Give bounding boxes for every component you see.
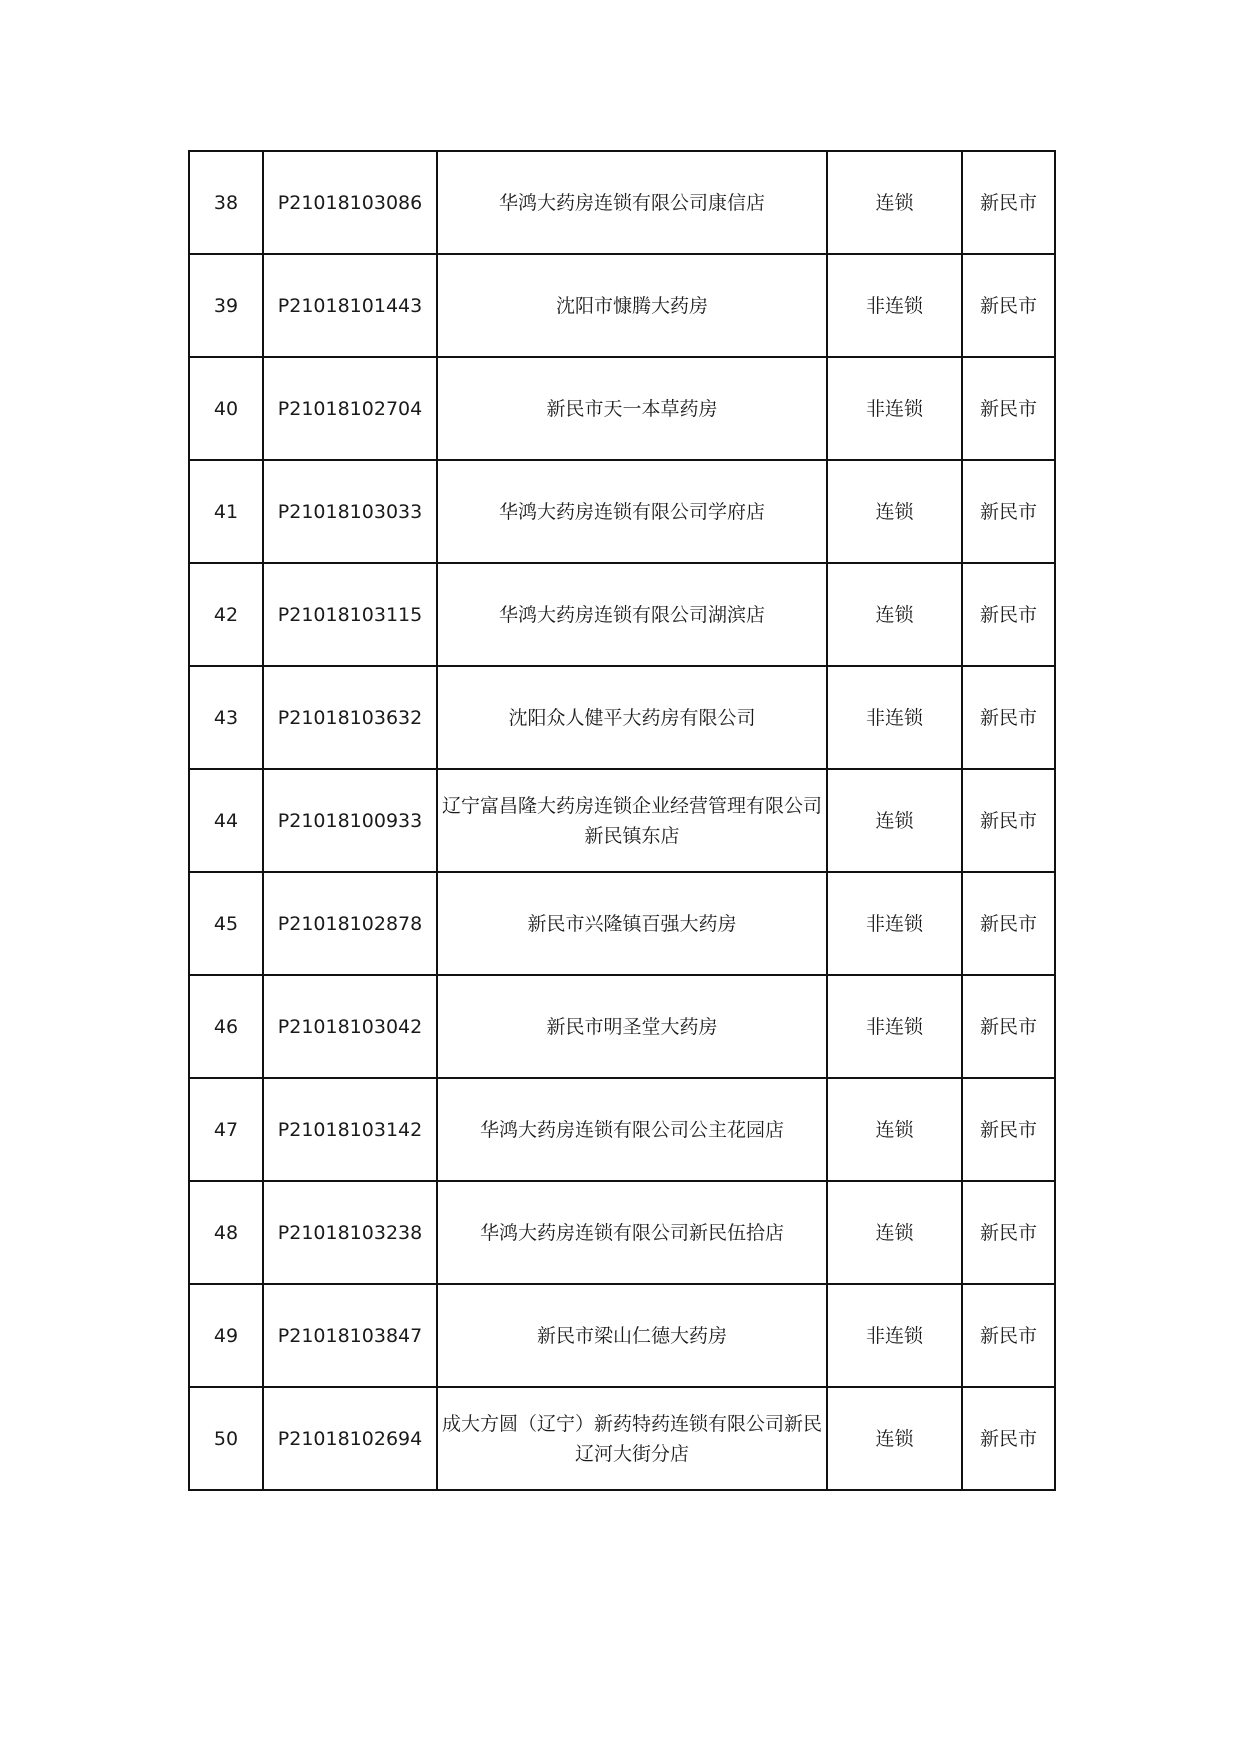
city: 新民市	[962, 254, 1055, 357]
city: 新民市	[962, 872, 1055, 975]
license-code: P21018103142	[263, 1078, 437, 1181]
table-row	[189, 1387, 1055, 1490]
table-row	[189, 1078, 1055, 1181]
city: 新民市	[962, 357, 1055, 460]
table-row	[189, 666, 1055, 769]
table-row	[189, 872, 1055, 975]
chain-type: 非连锁	[827, 872, 962, 975]
table-row	[189, 563, 1055, 666]
chain-type: 非连锁	[827, 975, 962, 1078]
license-code: P21018102704	[263, 357, 437, 460]
row-number: 42	[189, 563, 263, 666]
pharmacy-name: 成大方圆（辽宁）新药特药连锁有限公司新民辽河大街分店	[437, 1387, 827, 1490]
pharmacy-name: 沈阳众人健平大药房有限公司	[437, 666, 827, 769]
city: 新民市	[962, 769, 1055, 872]
table-row	[189, 151, 1055, 254]
city: 新民市	[962, 975, 1055, 1078]
row-number: 47	[189, 1078, 263, 1181]
row-number: 38	[189, 151, 263, 254]
table-row	[189, 1284, 1055, 1387]
city: 新民市	[962, 1078, 1055, 1181]
pharmacy-table	[188, 150, 1056, 1491]
row-number: 50	[189, 1387, 263, 1490]
row-number: 45	[189, 872, 263, 975]
chain-type: 连锁	[827, 460, 962, 563]
pharmacy-name: 新民市梁山仁德大药房	[437, 1284, 827, 1387]
chain-type: 连锁	[827, 769, 962, 872]
city: 新民市	[962, 563, 1055, 666]
license-code: P21018103086	[263, 151, 437, 254]
city: 新民市	[962, 460, 1055, 563]
row-number: 39	[189, 254, 263, 357]
table-row	[189, 975, 1055, 1078]
pharmacy-name: 华鸿大药房连锁有限公司康信店	[437, 151, 827, 254]
license-code: P21018103033	[263, 460, 437, 563]
pharmacy-name: 新民市兴隆镇百强大药房	[437, 872, 827, 975]
license-code: P21018103115	[263, 563, 437, 666]
city: 新民市	[962, 151, 1055, 254]
pharmacy-name: 新民市天一本草药房	[437, 357, 827, 460]
chain-type: 连锁	[827, 1181, 962, 1284]
pharmacy-name: 华鸿大药房连锁有限公司湖滨店	[437, 563, 827, 666]
chain-type: 连锁	[827, 151, 962, 254]
table-row	[189, 769, 1055, 872]
row-number: 44	[189, 769, 263, 872]
chain-type: 连锁	[827, 1078, 962, 1181]
chain-type: 连锁	[827, 1387, 962, 1490]
pharmacy-name: 辽宁富昌隆大药房连锁企业经营管理有限公司新民镇东店	[437, 769, 827, 872]
license-code: P21018103042	[263, 975, 437, 1078]
license-code: P21018102878	[263, 872, 437, 975]
chain-type: 非连锁	[827, 254, 962, 357]
table-row	[189, 1181, 1055, 1284]
row-number: 41	[189, 460, 263, 563]
row-number: 49	[189, 1284, 263, 1387]
license-code: P21018100933	[263, 769, 437, 872]
row-number: 48	[189, 1181, 263, 1284]
table-body	[189, 151, 1055, 1490]
license-code: P21018101443	[263, 254, 437, 357]
chain-type: 非连锁	[827, 357, 962, 460]
pharmacy-name: 华鸿大药房连锁有限公司公主花园店	[437, 1078, 827, 1181]
row-number: 43	[189, 666, 263, 769]
city: 新民市	[962, 1181, 1055, 1284]
table-row	[189, 357, 1055, 460]
chain-type: 连锁	[827, 563, 962, 666]
pharmacy-name: 华鸿大药房连锁有限公司学府店	[437, 460, 827, 563]
city: 新民市	[962, 666, 1055, 769]
table-row	[189, 254, 1055, 357]
row-number: 40	[189, 357, 263, 460]
pharmacy-name: 沈阳市慷腾大药房	[437, 254, 827, 357]
pharmacy-name: 新民市明圣堂大药房	[437, 975, 827, 1078]
license-code: P21018102694	[263, 1387, 437, 1490]
license-code: P21018103238	[263, 1181, 437, 1284]
license-code: P21018103632	[263, 666, 437, 769]
city: 新民市	[962, 1387, 1055, 1490]
chain-type: 非连锁	[827, 1284, 962, 1387]
chain-type: 非连锁	[827, 666, 962, 769]
table-row	[189, 460, 1055, 563]
row-number: 46	[189, 975, 263, 1078]
city: 新民市	[962, 1284, 1055, 1387]
license-code: P21018103847	[263, 1284, 437, 1387]
pharmacy-name: 华鸿大药房连锁有限公司新民伍拾店	[437, 1181, 827, 1284]
